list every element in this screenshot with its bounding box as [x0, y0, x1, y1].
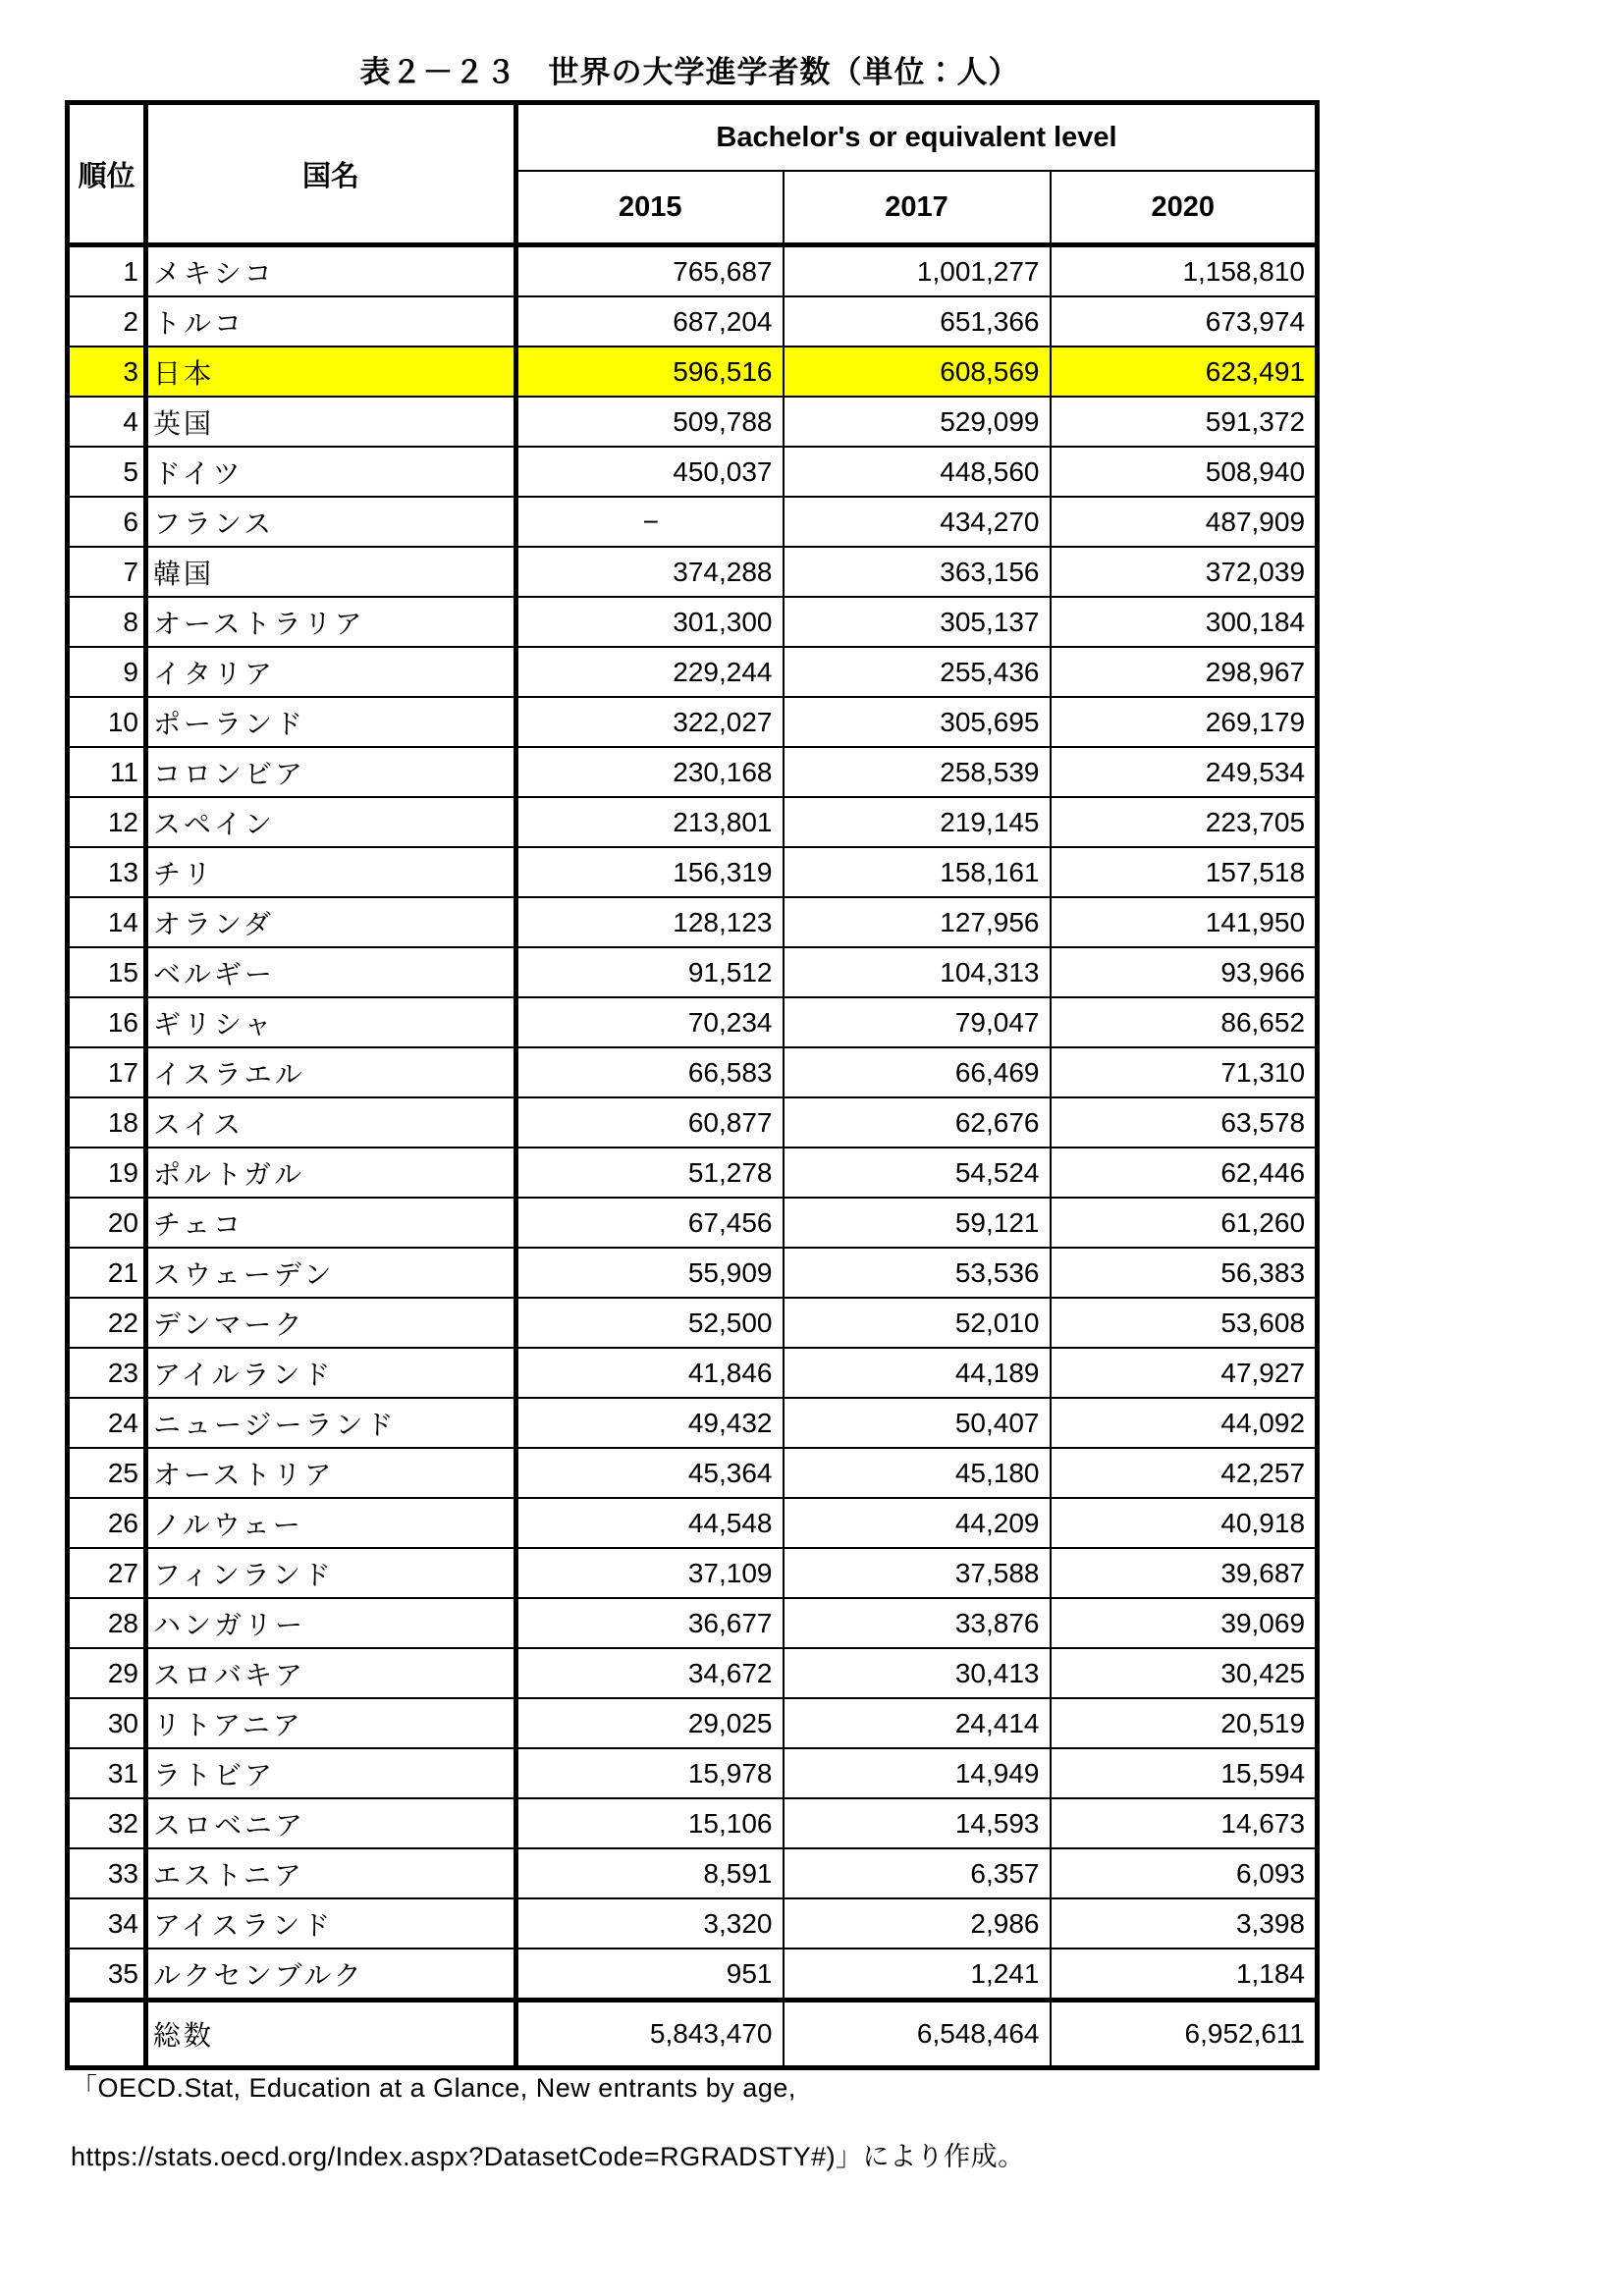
country-cell: 英国: [146, 397, 516, 447]
value-cell: 70,234: [516, 997, 784, 1047]
rank-cell: 6: [68, 497, 146, 547]
rank-cell: 18: [68, 1097, 146, 1148]
table-row: [68, 547, 1318, 597]
page-title: 表２－２３ 世界の大学進学者数（単位：人）: [359, 55, 1020, 89]
value-cell: 24,414: [784, 1698, 1051, 1748]
table-row: [68, 947, 1318, 997]
value-cell: 52,010: [784, 1298, 1051, 1348]
value-cell: 45,180: [784, 1448, 1051, 1498]
value-cell: 673,974: [1051, 296, 1318, 347]
value-cell: 53,536: [784, 1248, 1051, 1298]
rank-cell: 20: [68, 1198, 146, 1248]
value-cell: 66,583: [516, 1047, 784, 1097]
value-cell: 15,978: [516, 1748, 784, 1798]
country-cell: チェコ: [146, 1198, 516, 1248]
data-table: [65, 100, 1320, 2070]
header-year-2015: 2015: [516, 171, 784, 245]
rank-cell: 12: [68, 797, 146, 847]
country-cell: ハンガリー: [146, 1598, 516, 1648]
value-cell: 55,909: [516, 1248, 784, 1298]
value-cell: 1,158,810: [1051, 245, 1318, 297]
value-cell: 51,278: [516, 1148, 784, 1198]
value-cell: 71,310: [1051, 1047, 1318, 1097]
value-cell: 223,705: [1051, 797, 1318, 847]
value-cell: 15,594: [1051, 1748, 1318, 1798]
value-cell: 67,456: [516, 1198, 784, 1248]
value-cell: 1,184: [1051, 1949, 1318, 2001]
value-cell: 63,578: [1051, 1097, 1318, 1148]
country-cell: オーストリア: [146, 1448, 516, 1498]
table-row: [68, 897, 1318, 947]
value-cell: 127,956: [784, 897, 1051, 947]
table-row: [68, 1398, 1318, 1448]
table-row: [68, 347, 1318, 397]
total-label-cell: 総数: [146, 2001, 516, 2068]
value-cell: 34,672: [516, 1648, 784, 1698]
header-group: Bachelor's or equivalent level: [516, 103, 1318, 172]
country-cell: メキシコ: [146, 245, 516, 297]
country-cell: ポーランド: [146, 697, 516, 747]
value-cell: 141,950: [1051, 897, 1318, 947]
value-cell: 229,244: [516, 647, 784, 697]
value-cell: 434,270: [784, 497, 1051, 547]
value-cell: 765,687: [516, 245, 784, 297]
rank-cell: 21: [68, 1248, 146, 1298]
country-cell: ベルギー: [146, 947, 516, 997]
rank-cell: 33: [68, 1848, 146, 1898]
value-cell: 298,967: [1051, 647, 1318, 697]
rank-cell: 9: [68, 647, 146, 697]
table-row: [68, 697, 1318, 747]
country-cell: 日本: [146, 347, 516, 397]
table-row: [68, 296, 1318, 347]
rank-cell: 30: [68, 1698, 146, 1748]
table-row: [68, 847, 1318, 897]
country-cell: ノルウェー: [146, 1498, 516, 1548]
value-cell: 86,652: [1051, 997, 1318, 1047]
country-cell: デンマーク: [146, 1298, 516, 1348]
country-cell: オランダ: [146, 897, 516, 947]
table-row: [68, 1198, 1318, 1248]
value-cell: 269,179: [1051, 697, 1318, 747]
value-cell: 591,372: [1051, 397, 1318, 447]
table-row: [68, 1698, 1318, 1748]
value-cell: 651,366: [784, 296, 1051, 347]
rank-cell: 15: [68, 947, 146, 997]
table-row: [68, 1848, 1318, 1898]
value-cell: 6,357: [784, 1848, 1051, 1898]
rank-cell: 17: [68, 1047, 146, 1097]
value-cell: 951: [516, 1949, 784, 2001]
country-cell: コロンビア: [146, 747, 516, 797]
rank-cell: 3: [68, 347, 146, 397]
value-cell: 128,123: [516, 897, 784, 947]
value-cell: 3,320: [516, 1898, 784, 1949]
value-cell: 529,099: [784, 397, 1051, 447]
value-cell: −: [516, 497, 784, 547]
value-cell: 42,257: [1051, 1448, 1318, 1498]
rank-cell: 1: [68, 245, 146, 297]
value-cell: 44,189: [784, 1348, 1051, 1398]
rank-cell: 24: [68, 1398, 146, 1448]
value-cell: 91,512: [516, 947, 784, 997]
header-year-2017: 2017: [784, 171, 1051, 245]
rank-cell: 27: [68, 1548, 146, 1598]
table-row: [68, 1148, 1318, 1198]
value-cell: 374,288: [516, 547, 784, 597]
rank-cell: 10: [68, 697, 146, 747]
country-cell: ポルトガル: [146, 1148, 516, 1198]
value-cell: 3,398: [1051, 1898, 1318, 1949]
value-cell: 305,137: [784, 597, 1051, 647]
country-cell: スペイン: [146, 797, 516, 847]
value-cell: 52,500: [516, 1298, 784, 1348]
country-cell: イスラエル: [146, 1047, 516, 1097]
source-note: [71, 2054, 1543, 2191]
country-cell: トルコ: [146, 296, 516, 347]
value-cell: 322,027: [516, 697, 784, 747]
value-cell: 39,069: [1051, 1598, 1318, 1648]
value-cell: 301,300: [516, 597, 784, 647]
country-cell: チリ: [146, 847, 516, 897]
country-cell: アイルランド: [146, 1348, 516, 1398]
total-value-cell: 6,548,464: [784, 2001, 1051, 2068]
value-cell: 14,673: [1051, 1798, 1318, 1848]
value-cell: 596,516: [516, 347, 784, 397]
rank-cell: 23: [68, 1348, 146, 1398]
table-row: [68, 1898, 1318, 1949]
table-row: [68, 497, 1318, 547]
value-cell: 39,687: [1051, 1548, 1318, 1598]
value-cell: 450,037: [516, 447, 784, 497]
value-cell: 1,241: [784, 1949, 1051, 2001]
value-cell: 300,184: [1051, 597, 1318, 647]
rank-cell: 32: [68, 1798, 146, 1848]
value-cell: 104,313: [784, 947, 1051, 997]
value-cell: 363,156: [784, 547, 1051, 597]
table-row: [68, 747, 1318, 797]
value-cell: 156,319: [516, 847, 784, 897]
value-cell: 59,121: [784, 1198, 1051, 1248]
value-cell: 158,161: [784, 847, 1051, 897]
country-cell: ギリシャ: [146, 997, 516, 1047]
rank-cell: 13: [68, 847, 146, 897]
source-line-1: 「OECD.Stat, Education at a Glance, New entrants by age,: [71, 2073, 796, 2103]
table-header: [68, 103, 1318, 245]
value-cell: 62,676: [784, 1097, 1051, 1148]
table-row: [68, 1248, 1318, 1298]
value-cell: 1,001,277: [784, 245, 1051, 297]
country-cell: リトアニア: [146, 1698, 516, 1748]
country-cell: イタリア: [146, 647, 516, 697]
source-line-2: https://stats.oecd.org/Index.aspx?DatasetCode=RGRADSTY#)」により作成。: [71, 2142, 1025, 2171]
value-cell: 54,524: [784, 1148, 1051, 1198]
rank-cell: 26: [68, 1498, 146, 1548]
country-cell: ニュージーランド: [146, 1398, 516, 1448]
rank-cell: 19: [68, 1148, 146, 1198]
value-cell: 623,491: [1051, 347, 1318, 397]
rank-cell: 22: [68, 1298, 146, 1348]
value-cell: 30,413: [784, 1648, 1051, 1698]
rank-cell: 35: [68, 1949, 146, 2001]
value-cell: 41,846: [516, 1348, 784, 1398]
rank-cell: 31: [68, 1748, 146, 1798]
value-cell: 157,518: [1051, 847, 1318, 897]
value-cell: 45,364: [516, 1448, 784, 1498]
rank-cell: 5: [68, 447, 146, 497]
value-cell: 29,025: [516, 1698, 784, 1748]
value-cell: 33,876: [784, 1598, 1051, 1648]
country-cell: スイス: [146, 1097, 516, 1148]
value-cell: 37,588: [784, 1548, 1051, 1598]
rank-cell: 16: [68, 997, 146, 1047]
country-cell: フランス: [146, 497, 516, 547]
country-cell: オーストラリア: [146, 597, 516, 647]
value-cell: 62,446: [1051, 1148, 1318, 1198]
value-cell: 448,560: [784, 447, 1051, 497]
value-cell: 508,940: [1051, 447, 1318, 497]
total-value-cell: 6,952,611: [1051, 2001, 1318, 2068]
rank-cell: 25: [68, 1448, 146, 1498]
table-row: [68, 597, 1318, 647]
value-cell: 47,927: [1051, 1348, 1318, 1398]
value-cell: 53,608: [1051, 1298, 1318, 1348]
table-row: [68, 647, 1318, 697]
value-cell: 258,539: [784, 747, 1051, 797]
rank-cell: 29: [68, 1648, 146, 1698]
value-cell: 20,519: [1051, 1698, 1318, 1748]
value-cell: 305,695: [784, 697, 1051, 747]
table-row: [68, 797, 1318, 847]
rank-cell: 8: [68, 597, 146, 647]
value-cell: 40,918: [1051, 1498, 1318, 1548]
header-year-2020: 2020: [1051, 171, 1318, 245]
rank-cell: 7: [68, 547, 146, 597]
value-cell: 2,986: [784, 1898, 1051, 1949]
group-header-row: [68, 103, 1318, 172]
table-row: [68, 1498, 1318, 1548]
country-cell: アイスランド: [146, 1898, 516, 1949]
value-cell: 14,949: [784, 1748, 1051, 1798]
value-cell: 8,591: [516, 1848, 784, 1898]
country-cell: 韓国: [146, 547, 516, 597]
value-cell: 61,260: [1051, 1198, 1318, 1248]
table-row: [68, 1798, 1318, 1848]
table-row: [68, 1097, 1318, 1148]
value-cell: 36,677: [516, 1598, 784, 1648]
value-cell: 255,436: [784, 647, 1051, 697]
value-cell: 487,909: [1051, 497, 1318, 547]
value-cell: 56,383: [1051, 1248, 1318, 1298]
rank-cell: 34: [68, 1898, 146, 1949]
value-cell: 15,106: [516, 1798, 784, 1848]
table-row: [68, 1448, 1318, 1498]
value-cell: 219,145: [784, 797, 1051, 847]
value-cell: 44,209: [784, 1498, 1051, 1548]
country-cell: フィンランド: [146, 1548, 516, 1598]
rank-cell: 28: [68, 1598, 146, 1648]
value-cell: 37,109: [516, 1548, 784, 1598]
value-cell: 60,877: [516, 1097, 784, 1148]
table-row: [68, 1298, 1318, 1348]
value-cell: 44,092: [1051, 1398, 1318, 1448]
value-cell: 93,966: [1051, 947, 1318, 997]
table-row: [68, 1748, 1318, 1798]
country-cell: ラトビア: [146, 1748, 516, 1798]
country-cell: スロベニア: [146, 1798, 516, 1848]
table-row: [68, 397, 1318, 447]
value-cell: 79,047: [784, 997, 1051, 1047]
table-row: [68, 997, 1318, 1047]
value-cell: 44,548: [516, 1498, 784, 1548]
value-cell: 249,534: [1051, 747, 1318, 797]
rank-cell: 11: [68, 747, 146, 797]
table-row: [68, 1548, 1318, 1598]
value-cell: 50,407: [784, 1398, 1051, 1448]
country-cell: ドイツ: [146, 447, 516, 497]
value-cell: 509,788: [516, 397, 784, 447]
rank-cell: 14: [68, 897, 146, 947]
country-cell: スウェーデン: [146, 1248, 516, 1298]
value-cell: 608,569: [784, 347, 1051, 397]
table-row: [68, 1348, 1318, 1398]
country-cell: スロバキア: [146, 1648, 516, 1698]
value-cell: 372,039: [1051, 547, 1318, 597]
table-row: [68, 245, 1318, 297]
table-row: [68, 1949, 1318, 2001]
country-cell: ルクセンブルク: [146, 1949, 516, 2001]
header-rank: 順位: [68, 103, 146, 245]
table-row: [68, 1648, 1318, 1698]
value-cell: 213,801: [516, 797, 784, 847]
rank-cell: 2: [68, 296, 146, 347]
table-row: [68, 447, 1318, 497]
table-row: [68, 1047, 1318, 1097]
table-body: [68, 245, 1318, 2068]
value-cell: 230,168: [516, 747, 784, 797]
value-cell: 14,593: [784, 1798, 1051, 1848]
value-cell: 30,425: [1051, 1648, 1318, 1698]
value-cell: 49,432: [516, 1398, 784, 1448]
rank-cell: 4: [68, 397, 146, 447]
value-cell: 687,204: [516, 296, 784, 347]
total-value-cell: 5,843,470: [516, 2001, 784, 2068]
table-row: [68, 1598, 1318, 1648]
header-country: 国名: [146, 103, 516, 245]
value-cell: 66,469: [784, 1047, 1051, 1097]
country-cell: エストニア: [146, 1848, 516, 1898]
value-cell: 6,093: [1051, 1848, 1318, 1898]
